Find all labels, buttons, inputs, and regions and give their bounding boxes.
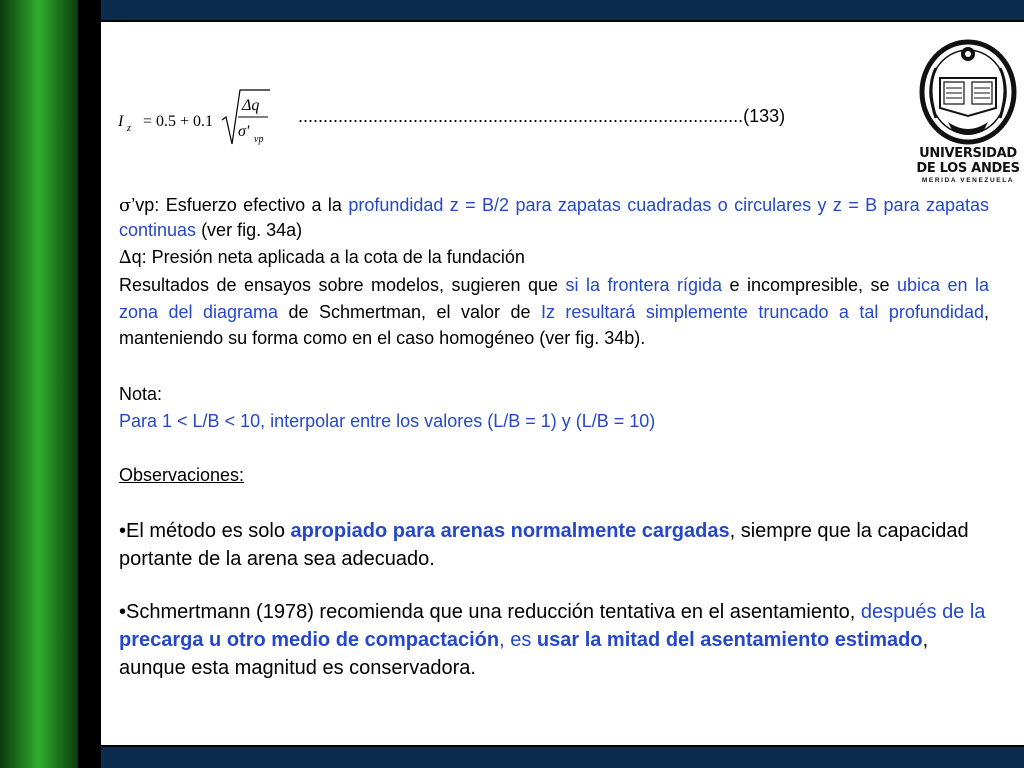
dq-definition [119,245,989,270]
equation-number: .........................................................................................(133) [298,106,786,126]
sigma-text-3: (ver fig. 34a) [196,220,303,240]
bullet2-text-6: , aunque esta magnitud es conservadora. [119,629,929,679]
sigma-text-1: ’vp: Esfuerzo efectivo a la [131,195,349,215]
bottom-navy-bar [101,747,1024,768]
formula-lhs: I [118,113,124,130]
sigma-text-2: profundidad z = B/2 para zapatas cuadradas o circulares y z = B para zapatas continuas [119,195,990,240]
university-logo [918,38,1018,188]
logo-line-1: UNIVERSIDAD [919,146,1017,161]
logo-line-2: DE LOS ANDES [916,161,1020,176]
university-seal-icon [918,38,1018,146]
observaciones-heading: Observaciones: [119,465,245,485]
delta-symbol: ∆ [119,247,132,268]
results-text-6: Iz resultará simplemente truncado a tal profundidad [540,301,984,322]
formula-denominator: σ' [238,123,250,140]
top-navy-bar [101,0,1024,20]
bullet1-text-2: apropiado para arenas normalmente cargadas [290,520,730,542]
results-text-3: e incompresible, se [722,275,897,295]
dq-text: q: Presión neta aplicada a la cota de la fundación [131,247,525,267]
observation-bullet-1 [119,517,989,573]
results-text-4: ubica en la zona del diagrama [119,275,989,322]
nota-text: Para 1 < L/B < 10, interpolar entre los valores (L/B = 1) y (L/B = 10) [119,411,656,431]
sigma-symbol: σ [119,195,132,216]
bullet2-text-5: usar la mitad del asentamiento estimado [536,629,923,651]
results-text-1: Resultados de ensayos sobre modelos, sugieren que [119,275,566,295]
nota-label: Nota: [119,384,163,404]
formula-rhs: = 0.5 + 0.1 [143,113,214,130]
schmertmann-formula [118,82,308,152]
left-black-bar [78,0,101,768]
results-text-5: de Schmertman, el valor de [278,301,541,322]
formula-numerator: Δq [242,97,260,114]
logo-line-3: MERIDA VENEZUELA [921,177,1015,184]
formula-lhs-sub: z [127,123,131,134]
formula-denominator-sub: vp [254,134,264,145]
results-paragraph [119,272,989,352]
top-divider [101,20,1024,22]
bullet2-text-1: •Schmertmann (1978) recomienda que una reducción tentativa en el asentamiento, [119,601,861,623]
bullet1-text-1: •El método es solo [119,520,291,542]
bullet2-text-2: después de la [860,601,986,623]
results-text-7: , manteniendo su forma como en el caso homogéneo (ver fig. 34b). [119,301,989,348]
observaciones-wrap [119,463,989,487]
observation-bullet-2 [119,598,989,682]
left-green-bar [0,0,78,768]
results-text-2: si la frontera rígida [565,275,723,295]
bullet1-text-3: , siempre que la capacidad portante de la arena sea adecuado. [119,520,969,570]
sigma-definition [119,193,989,242]
bullet2-text-4: , es [499,629,537,651]
bullet2-text-3: precarga u otro medio de compactación [119,629,500,651]
